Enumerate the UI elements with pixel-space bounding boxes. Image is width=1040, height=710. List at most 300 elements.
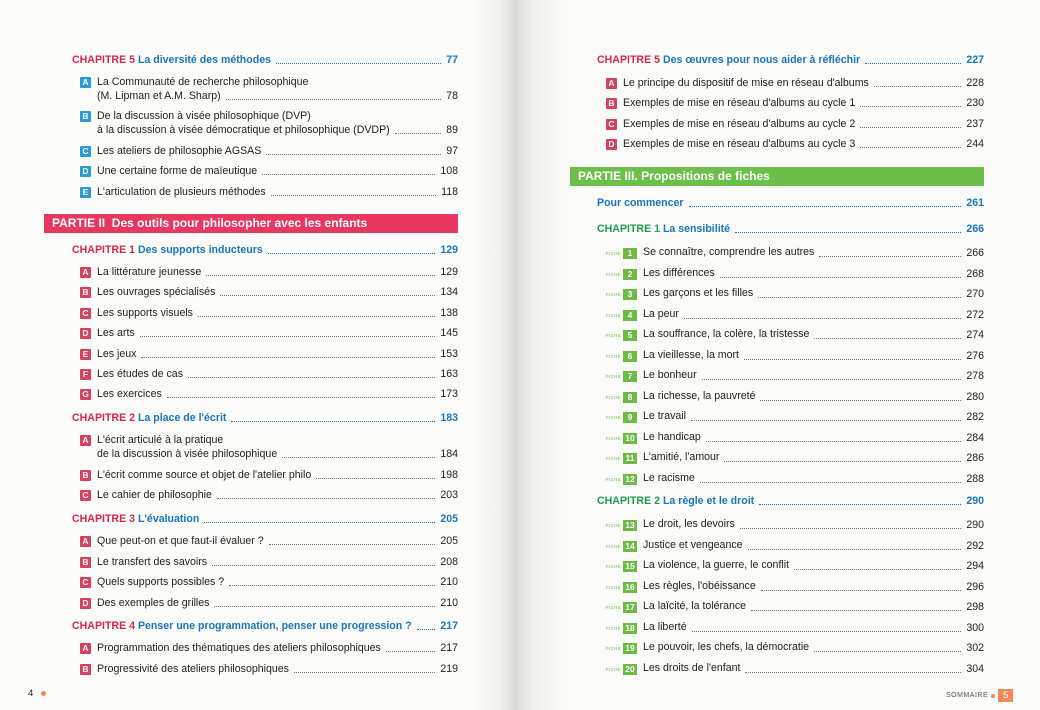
dot-leader bbox=[744, 359, 961, 360]
entry-title: Les droits de l'enfant bbox=[643, 661, 741, 674]
fiche-badge bbox=[606, 560, 637, 573]
entry-title: La violence, la guerre, le conflit bbox=[643, 559, 790, 571]
dot-leader bbox=[860, 106, 961, 107]
entry-title: Justice et vengeance bbox=[643, 538, 743, 551]
letter-badge: B bbox=[80, 664, 91, 675]
fiche-entry bbox=[606, 369, 984, 383]
entry-title: La richesse, la pauvreté bbox=[643, 389, 756, 402]
fiche-word: FICHE bbox=[606, 584, 621, 590]
fiche-badge bbox=[606, 642, 637, 655]
entry-label bbox=[606, 472, 695, 486]
fiche-number: 18 bbox=[623, 623, 637, 634]
fiche-badge bbox=[606, 370, 637, 383]
entry-page: 294 bbox=[966, 560, 984, 572]
page-number bbox=[28, 688, 46, 699]
chapter-page: 205 bbox=[440, 513, 458, 525]
chapter-keyword: CHAPITRE 2 bbox=[72, 412, 135, 424]
dot-leader bbox=[702, 379, 962, 380]
fiche-entry bbox=[606, 621, 984, 635]
dot-leader bbox=[874, 86, 961, 87]
chapter-page: 77 bbox=[446, 54, 458, 66]
toc-entry-line2 bbox=[97, 124, 458, 137]
fiche-badge bbox=[606, 329, 637, 342]
dot-leader bbox=[269, 544, 436, 545]
letter-badge: A bbox=[80, 435, 91, 446]
dot-leader bbox=[692, 631, 962, 632]
dot-leader bbox=[761, 590, 962, 591]
letter-badge: D bbox=[80, 598, 91, 609]
dot-leader bbox=[386, 651, 435, 652]
toc-entry bbox=[80, 368, 458, 381]
fiche-word: FICHE bbox=[606, 415, 621, 420]
entry-title: La Communauté de recherche philosophique bbox=[97, 76, 309, 88]
fiche-entry bbox=[606, 580, 984, 594]
dot-leader bbox=[212, 565, 435, 566]
entry-title: Les études de cas bbox=[97, 368, 183, 380]
letter-badge: B bbox=[80, 470, 91, 481]
entry-label bbox=[606, 246, 814, 260]
toc-entry bbox=[80, 434, 458, 447]
entry-label bbox=[80, 368, 183, 381]
entry-label bbox=[80, 576, 224, 589]
toc-entry bbox=[80, 663, 458, 676]
fiche-number: 6 bbox=[623, 351, 637, 362]
fiche-badge bbox=[606, 452, 637, 465]
dot-leader bbox=[860, 147, 961, 148]
chapter-page: 183 bbox=[440, 412, 458, 424]
chapter-keyword: CHAPITRE 1 bbox=[597, 223, 660, 235]
toc-entry bbox=[80, 266, 458, 279]
fiche-entry bbox=[606, 451, 984, 465]
chapter-title: La diversité des méthodes bbox=[137, 54, 271, 66]
fiche-number: 17 bbox=[623, 602, 637, 613]
chapter-keyword: CHAPITRE 5 bbox=[72, 54, 135, 66]
footer bbox=[946, 689, 1013, 702]
chapter-keyword: CHAPITRE 3 bbox=[72, 513, 135, 525]
toc-entry bbox=[80, 535, 458, 548]
chapter-title: La place de l'écrit bbox=[137, 412, 227, 424]
letter-badge: A bbox=[80, 536, 91, 547]
toc-entry bbox=[80, 286, 458, 299]
entry-title: Le travail bbox=[643, 410, 686, 422]
entry-label bbox=[606, 138, 855, 151]
entry-label bbox=[80, 307, 193, 320]
letter-badge: A bbox=[80, 643, 91, 654]
fiche-word: FICHE bbox=[606, 374, 621, 379]
toc-entry bbox=[80, 642, 458, 655]
letter-badge: A bbox=[606, 78, 617, 89]
entry-page: 304 bbox=[966, 662, 984, 675]
entry-page: 97 bbox=[446, 145, 458, 157]
toc-entry bbox=[80, 307, 458, 320]
chapter-heading bbox=[72, 620, 458, 633]
chapter-title: La règle et le droit bbox=[662, 495, 755, 507]
page-number-text: 4 bbox=[28, 688, 34, 699]
entry-page: 288 bbox=[966, 472, 984, 485]
entry-label bbox=[80, 642, 381, 655]
entry-label bbox=[606, 287, 753, 301]
entry-title: L'amitié, l'amour bbox=[643, 451, 720, 463]
entry-page: 272 bbox=[966, 308, 984, 321]
entry-page: 217 bbox=[440, 642, 458, 654]
fiche-number: 12 bbox=[623, 474, 637, 485]
partie-title: Propositions de fiches bbox=[641, 169, 770, 183]
entry-title: Le droit, les devoirs bbox=[643, 518, 735, 530]
dot-leader bbox=[198, 316, 435, 317]
letter-badge: B bbox=[80, 287, 91, 298]
dot-leader bbox=[188, 377, 435, 378]
chapter-heading bbox=[597, 54, 984, 67]
entry-page: 129 bbox=[440, 266, 458, 278]
fiche-badge bbox=[606, 601, 637, 614]
entry-title: La souffrance, la colère, la tristesse bbox=[643, 328, 810, 340]
fiche-entry bbox=[606, 328, 984, 342]
chapter-keyword: CHAPITRE 1 bbox=[72, 244, 135, 256]
dot-leader bbox=[724, 461, 961, 462]
entry-title: La laïcité, la tolérance bbox=[643, 600, 747, 612]
fiche-word: FICHE bbox=[606, 312, 621, 318]
toc-entry bbox=[80, 110, 458, 123]
fiche-number: 14 bbox=[623, 541, 637, 552]
fiche-word: FICHE bbox=[606, 456, 621, 461]
entry-title: Une certaine forme de maïeutique bbox=[97, 165, 258, 177]
toc-entry bbox=[606, 138, 984, 151]
fiche-word: FICHE bbox=[606, 523, 621, 528]
entry-title: De la discussion à visée philosophique (DVP) bbox=[97, 110, 311, 122]
fiche-badge bbox=[606, 247, 637, 260]
entry-title: Se connaître, comprendre les autres bbox=[643, 246, 815, 258]
chapter-page: 290 bbox=[966, 495, 984, 507]
entry-label bbox=[606, 662, 740, 676]
chapter-title: Penser une programmation, penser une progression ? bbox=[137, 620, 412, 632]
entry-page: 78 bbox=[446, 90, 458, 102]
entry-page: 153 bbox=[440, 347, 458, 360]
entry-label bbox=[80, 286, 215, 299]
dot-leader bbox=[814, 338, 961, 339]
entry-title: Le cahier de philosophie bbox=[97, 489, 212, 501]
entry-title: Le bonheur bbox=[643, 369, 697, 381]
letter-badge: F bbox=[80, 369, 91, 380]
fiche-number: 8 bbox=[623, 392, 637, 403]
entry-label bbox=[80, 327, 135, 340]
page-number-text: 5 bbox=[998, 689, 1013, 702]
fiche-number: 13 bbox=[623, 520, 637, 531]
fiche-number: 16 bbox=[623, 582, 637, 593]
fiche-word: FICHE bbox=[606, 564, 621, 569]
entry-page: 276 bbox=[966, 349, 984, 362]
entry-title: (M. Lipman et A.M. Sharp) bbox=[97, 90, 221, 102]
entry-page: 270 bbox=[966, 288, 984, 300]
fiche-badge bbox=[606, 473, 637, 486]
entry-label bbox=[80, 597, 209, 610]
fiche-word: FICHE bbox=[606, 292, 621, 297]
entry-page: 280 bbox=[966, 390, 984, 403]
chapter-heading bbox=[597, 223, 984, 236]
toc-entry bbox=[80, 576, 458, 589]
fiche-word: FICHE bbox=[606, 625, 621, 631]
fiche-entry bbox=[606, 518, 984, 532]
chapter-title: Des œuvres pour nous aider à réfléchir bbox=[662, 54, 861, 66]
fiche-word: FICHE bbox=[606, 271, 621, 277]
entry-page: 230 bbox=[966, 97, 984, 110]
dot-leader bbox=[720, 277, 962, 278]
letter-badge: E bbox=[80, 187, 91, 198]
entry-title: de la discussion à visée philosophique bbox=[97, 448, 278, 460]
entry-title: Des exemples de grilles bbox=[97, 596, 210, 609]
entry-page: 163 bbox=[440, 368, 458, 380]
toc-entry bbox=[80, 489, 458, 502]
entry-page: 118 bbox=[441, 186, 458, 198]
entry-label bbox=[606, 451, 719, 465]
dot-leader bbox=[214, 606, 435, 607]
fiche-badge bbox=[606, 411, 637, 424]
entry-label bbox=[80, 388, 162, 401]
partie-title: Des outils pour philosopher avec les enfants bbox=[111, 216, 368, 230]
fiche-number: 5 bbox=[623, 330, 637, 341]
dot-leader bbox=[141, 357, 435, 358]
fiche-entry bbox=[606, 662, 984, 676]
letter-badge: D bbox=[80, 328, 91, 339]
entry-title: Les arts bbox=[97, 327, 135, 340]
dot-leader bbox=[229, 585, 435, 586]
toc-entry bbox=[80, 469, 458, 482]
letter-badge: G bbox=[80, 389, 91, 400]
entry-title: Progressivité des ateliers philosophiques bbox=[97, 662, 289, 675]
section-page: 261 bbox=[966, 197, 984, 209]
entry-page: 89 bbox=[446, 124, 458, 136]
entry-label bbox=[606, 410, 686, 424]
entry-label bbox=[606, 308, 679, 322]
entry-title: Le transfert des savoirs bbox=[97, 555, 208, 568]
entry-page: 134 bbox=[440, 286, 458, 299]
toc-entry bbox=[80, 327, 458, 340]
fiche-entry bbox=[606, 641, 984, 655]
fiche-entry bbox=[606, 410, 984, 424]
entry-label bbox=[606, 600, 746, 614]
entry-page: 282 bbox=[966, 411, 984, 423]
letter-badge: B bbox=[80, 557, 91, 568]
letter-badge: D bbox=[80, 166, 91, 177]
letter-badge: B bbox=[606, 98, 617, 109]
fiche-word: FICHE bbox=[606, 543, 621, 549]
chapter-heading bbox=[72, 54, 458, 67]
entry-page: 296 bbox=[966, 580, 984, 593]
partie-ii-banner bbox=[44, 214, 458, 233]
toc-entry bbox=[80, 186, 458, 199]
fiche-number: 4 bbox=[623, 310, 637, 321]
letter-badge: D bbox=[606, 139, 617, 150]
entry-title: L'écrit comme source et objet de l'atelier philo bbox=[97, 469, 312, 481]
chapter-page: 266 bbox=[966, 223, 984, 235]
letter-badge: C bbox=[80, 577, 91, 588]
fiche-entry bbox=[606, 431, 984, 445]
entry-page: 210 bbox=[440, 596, 458, 609]
dot-leader bbox=[814, 651, 961, 652]
letter-badge: A bbox=[80, 267, 91, 278]
dot-leader bbox=[751, 610, 961, 611]
fiche-badge bbox=[606, 663, 637, 676]
fiche-entry bbox=[606, 267, 984, 281]
entry-label bbox=[606, 518, 735, 532]
entry-title: La vieillesse, la mort bbox=[643, 348, 739, 361]
entry-label bbox=[606, 559, 789, 573]
entry-label bbox=[606, 328, 809, 342]
entry-label bbox=[606, 118, 855, 131]
fiche-word: FICHE bbox=[606, 333, 621, 338]
letter-badge: E bbox=[80, 349, 91, 360]
fiche-entry bbox=[606, 539, 984, 553]
entry-title: Les ouvrages spécialisés bbox=[97, 286, 216, 299]
dot-leader bbox=[740, 528, 961, 529]
dot-leader bbox=[167, 397, 436, 398]
fiche-badge bbox=[606, 350, 637, 363]
left-page bbox=[0, 0, 514, 710]
fiche-number: 15 bbox=[623, 561, 637, 572]
fiche-word: FICHE bbox=[606, 394, 621, 400]
toc-entry-line2 bbox=[97, 448, 458, 461]
entry-title: à la discussion à visée démocratique et philosophique (DVDP) bbox=[97, 124, 390, 136]
entry-page: 210 bbox=[440, 576, 458, 588]
fiche-badge bbox=[606, 432, 637, 445]
fiche-number: 9 bbox=[623, 412, 637, 423]
entry-page: 228 bbox=[966, 77, 984, 89]
entry-page: 266 bbox=[966, 247, 984, 259]
dot-leader bbox=[760, 400, 961, 401]
toc-entry bbox=[606, 97, 984, 110]
entry-title: La littérature jeunesse bbox=[97, 266, 202, 278]
partie-iii-banner bbox=[570, 167, 984, 186]
letter-badge: C bbox=[606, 119, 617, 130]
entry-label bbox=[606, 97, 855, 110]
dot-leader bbox=[745, 672, 961, 673]
chapter-heading bbox=[72, 244, 458, 257]
entry-label bbox=[606, 621, 687, 635]
bullet-dot-icon bbox=[991, 694, 995, 698]
dot-leader bbox=[706, 441, 962, 442]
entry-title: Quels supports possibles ? bbox=[97, 576, 225, 588]
fiche-entry bbox=[606, 308, 984, 322]
entry-page: 138 bbox=[440, 306, 458, 319]
chapter-heading bbox=[72, 513, 458, 526]
entry-title: Les jeux bbox=[97, 347, 137, 360]
entry-label bbox=[80, 266, 201, 279]
entry-page: 205 bbox=[440, 535, 458, 547]
toc-entry bbox=[80, 388, 458, 401]
entry-page: 268 bbox=[966, 267, 984, 280]
entry-label bbox=[606, 390, 755, 404]
fiche-badge bbox=[606, 581, 637, 594]
entry-page: 145 bbox=[440, 327, 458, 340]
fiche-badge bbox=[606, 391, 637, 404]
fiche-number: 1 bbox=[623, 248, 637, 259]
dot-leader bbox=[860, 127, 961, 128]
entry-title: Les différences bbox=[643, 266, 715, 279]
chapter-heading bbox=[72, 412, 458, 425]
fiche-entry bbox=[606, 349, 984, 363]
chapter-page: 217 bbox=[440, 620, 458, 632]
entry-label bbox=[80, 348, 136, 361]
entry-label bbox=[606, 431, 701, 445]
entry-title: Le principe du dispositif de mise en réseau d'albums bbox=[623, 77, 869, 89]
dot-leader bbox=[294, 672, 435, 673]
fiche-badge bbox=[606, 309, 637, 322]
partie-label: PARTIE III. bbox=[578, 169, 638, 183]
chapter-title: La sensibilité bbox=[662, 223, 731, 235]
entry-title: L'articulation de plusieurs méthodes bbox=[97, 186, 266, 198]
fiche-badge bbox=[606, 622, 637, 635]
entry-title: Le racisme bbox=[643, 471, 695, 484]
entry-page: 284 bbox=[966, 431, 984, 444]
fiche-entry bbox=[606, 390, 984, 404]
bullet-dot-icon bbox=[41, 691, 46, 696]
entry-title: Les ateliers de philosophie AGSAS bbox=[97, 145, 262, 157]
toc-entry bbox=[80, 165, 458, 178]
entry-page: 219 bbox=[440, 662, 458, 675]
fiche-entry bbox=[606, 287, 984, 301]
entry-label bbox=[606, 267, 715, 281]
dot-leader bbox=[748, 549, 962, 550]
fiche-badge bbox=[606, 268, 637, 281]
entry-page: 108 bbox=[440, 165, 458, 177]
entry-title: Les supports visuels bbox=[97, 306, 193, 319]
chapter-title: L'évaluation bbox=[137, 513, 200, 525]
entry-label bbox=[606, 77, 869, 90]
entry-label bbox=[606, 349, 739, 363]
fiche-entry bbox=[606, 600, 984, 614]
chapter-page: 227 bbox=[966, 54, 984, 66]
entry-page: 290 bbox=[966, 519, 984, 531]
fiche-entry bbox=[606, 246, 984, 260]
entry-title: Les exercices bbox=[97, 388, 162, 401]
dot-leader bbox=[220, 295, 435, 296]
entry-title: Les garçons et les filles bbox=[643, 287, 754, 299]
toc-entry bbox=[80, 597, 458, 610]
dot-leader bbox=[758, 297, 961, 298]
chapter-heading bbox=[597, 495, 984, 508]
toc-entry-line2 bbox=[97, 90, 458, 103]
fiche-word: FICHE bbox=[606, 476, 621, 482]
toc-entry bbox=[80, 348, 458, 361]
fiche-badge bbox=[606, 288, 637, 301]
entry-page: 302 bbox=[966, 642, 984, 654]
toc-entry bbox=[80, 145, 458, 158]
letter-badge: C bbox=[80, 490, 91, 501]
fiche-number: 2 bbox=[623, 269, 637, 280]
fiche-badge bbox=[606, 540, 637, 553]
partie-label: PARTIE II bbox=[52, 216, 106, 230]
dot-leader bbox=[206, 275, 435, 276]
chapter-page: 129 bbox=[440, 244, 458, 256]
fiche-number: 3 bbox=[623, 289, 637, 300]
entry-label bbox=[80, 556, 207, 569]
pour-commencer-heading bbox=[597, 197, 984, 210]
toc-entry bbox=[606, 77, 984, 90]
entry-page: 237 bbox=[966, 117, 984, 130]
entry-label bbox=[606, 369, 697, 383]
entry-label bbox=[80, 663, 289, 676]
footer-label: SOMMAIRE bbox=[946, 692, 989, 699]
entry-title: Programmation des thématiques des ateliers philosophiques bbox=[97, 642, 381, 654]
entry-title: La peur bbox=[643, 307, 679, 320]
entry-title: Le handicap bbox=[643, 430, 701, 443]
right-page bbox=[514, 0, 1040, 710]
fiche-number: 20 bbox=[623, 664, 637, 675]
letter-badge: B bbox=[80, 111, 91, 122]
toc-entry bbox=[606, 118, 984, 131]
entry-page: 203 bbox=[440, 489, 458, 501]
section-title: Pour commencer bbox=[597, 197, 684, 209]
toc-entry bbox=[80, 556, 458, 569]
